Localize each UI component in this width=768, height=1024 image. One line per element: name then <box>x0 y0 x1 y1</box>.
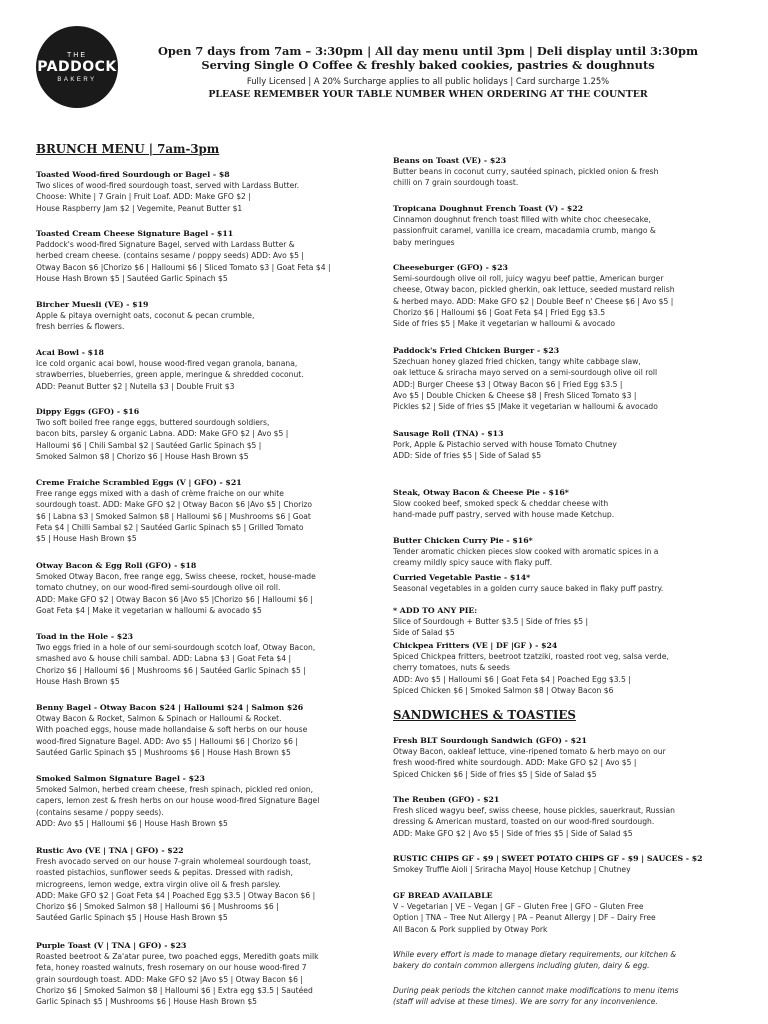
menu-item-title: Benny Bagel - Otway Bacon $24 | Halloumi $24 | Salmon $26 <box>36 703 304 712</box>
menu-item-description: ADD: Side of fries $5 | Side of Salad $5 <box>393 451 542 461</box>
menu-item-title: Acai Bowl - $18 <box>36 348 104 357</box>
menu-item-title: RUSTIC CHIPS GF - $9 | SWEET POTATO CHIPS GF - $9 | SAUCES - $2 <box>393 854 703 863</box>
menu-item-description: cherry tomatoes, nuts & seeds <box>393 663 510 673</box>
menu-item-description: Smoked Otway Bacon, free range egg, Swiss cheese, rocket, house-made <box>36 572 316 582</box>
menu-item-description: Side of Salad $5 <box>393 628 455 638</box>
sandwiches-heading: SANDWICHES & TOASTIES <box>393 708 576 722</box>
menu-item <box>393 535 739 569</box>
menu-item-description: dressing & American mustard, toasted on our wood-fired sourdough. <box>393 817 655 827</box>
menu-item <box>36 169 388 214</box>
menu-item-description: creamy mildly spicy sauce with flaky puff. <box>393 558 553 568</box>
menu-item <box>393 487 739 521</box>
menu-item <box>393 428 739 462</box>
menu-item-title: Toasted Cream Cheese Signature Bagel - $11 <box>36 229 234 238</box>
menu-item-description: Two eggs fried in a hole of our semi-sourdough scotch loaf, Otway Bacon, <box>36 643 316 653</box>
menu-item-title: The Reuben (GFO) - $21 <box>393 795 500 804</box>
menu-item-title: GF BREAD AVAILABLE <box>393 891 493 900</box>
menu-item-description: & herbed mayo. ADD: Make GFO $2 | Double Beef n' Cheese $6 | Avo $5 | <box>393 296 674 306</box>
menu-item-title: Cheeseburger (GFO) - $23 <box>393 263 508 272</box>
menu-item-title: Creme Fraiche Scrambled Eggs (V | GFO) - $21 <box>36 478 242 487</box>
menu-item-description: feta, honey roasted walnuts, fresh rosemary on our house wood-fired 7 <box>36 963 307 973</box>
menu-item-description: Sautéed Garlic Spinach $5 | House Hash Brown $5 <box>36 913 228 923</box>
logo-the: THE <box>67 51 87 59</box>
menu-item-description: oak lettuce & sriracha mayo served on a semi-sourdough olive oil roll <box>393 368 658 378</box>
menu-item-description: strawberries, blueberries, green apple, meringue & shredded coconut. <box>36 370 304 380</box>
menu-item <box>36 940 388 1007</box>
menu-item <box>393 735 739 780</box>
logo-name: PADDOCK <box>37 58 117 75</box>
menu-item-description: Otway Bacon, oakleaf lettuce, vine-ripened tomato & herb mayo on our <box>393 747 666 757</box>
peak-note-line: During peak periods the kitchen cannot make modifications to menu items <box>393 986 679 995</box>
menu-item-description: Spiced Chicken $6 | Side of fries $5 | Side of Salad $5 <box>393 769 597 779</box>
menu-item-description: capers, lemon zest & fresh herbs on our house wood-fired Signature Bagel <box>36 796 320 806</box>
menu-item-description: sourdough toast. ADD: Make GFO $2 | Otway Bacon $6 |Avo $5 | Chorizo <box>36 500 312 510</box>
menu-item-description: Feta $4 | Chilli Sambal $2 | Sautéed Garlic Spinach $5 | Grilled Tomato <box>36 522 304 532</box>
menu-item-title: Toad in the Hole - $23 <box>36 632 134 641</box>
menu-item <box>393 262 739 329</box>
menu-item-description: Chorizo $6 | Halloumi $6 | Goat Feta $4 | Fried Egg $3.5 <box>393 307 606 317</box>
menu-item-description: Chorizo $6 | Halloumi $6 | Mushrooms $6 | Sautéed Garlic Spinach $5 | <box>36 665 306 675</box>
menu-item-description: Otway Bacon & Rocket, Salmon & Spinach or Halloumi & Rocket. <box>36 714 282 724</box>
menu-item-title: Purple Toast (V | TNA | GFO) - $23 <box>36 941 187 950</box>
opening-hours: Open 7 days from 7am – 3:30pm | All day menu until 3pm | Deli display until 3:30pm <box>157 44 698 58</box>
menu-item <box>393 345 739 412</box>
menu-item-title: Paddock's Fried Chicken Burger - $23 <box>393 346 560 355</box>
menu-item-description: Fresh sliced wagyu beef, swiss cheese, house pickles, sauerkraut, Russian <box>393 806 675 816</box>
menu-item-title: Smoked Salmon Signature Bagel - $23 <box>36 774 205 783</box>
menu-item-description: Szechuan honey glazed fried chicken, tangy white cabbage slaw, <box>393 357 641 367</box>
menu-item-description: ADD:| Burger Cheese $3 | Otway Bacon $6 | Fried Egg $3.5 | <box>393 379 623 389</box>
menu-item <box>36 406 388 462</box>
menu-item <box>36 845 388 923</box>
menu-item-description: ADD: Avo $5 | Halloumi $6 | Goat Feta $4 | Poached Egg $3.5 | <box>393 674 631 684</box>
menu-item-title: Bircher Muesli (VE) - $19 <box>36 300 149 309</box>
menu-item-title: Rustic Avo (VE | TNA | GFO) - $22 <box>36 846 184 855</box>
menu-item-title: Steak, Otway Bacon & Cheese Pie - $16* <box>393 488 569 497</box>
menu-item-description: Fresh avocado served on our house 7-grain wholemeal sourdough toast, <box>36 857 312 867</box>
menu-item-description: Goat Feta $4 | Make it vegetarian w halloumi & avocado $5 <box>36 605 262 615</box>
menu-item <box>393 572 739 594</box>
menu-item <box>393 605 739 639</box>
menu-item-title: Toasted Wood-fired Sourdough or Bagel - $8 <box>36 170 230 179</box>
menu-item-description: V – Vegetarian | VE – Vegan | GF – Gluten Free | GFO – Gluten Free <box>393 902 644 912</box>
menu-item-description: Avo $5 | Double Chicken & Cheese $8 | Fresh Sliced Tomato $3 | <box>393 390 637 400</box>
menu-item-description: Free range eggs mixed with a dash of crème fraiche on our white <box>36 489 284 499</box>
menu-item-description: wood-fired Signature Bagel. ADD: Avo $5 | Halloumi $6 | Chorizo $6 | <box>36 736 298 746</box>
menu-item-title: Otway Bacon & Egg Roll (GFO) - $18 <box>36 561 197 570</box>
menu-item-title: Sausage Roll (TNA) - $13 <box>393 429 504 438</box>
menu-item-description: ADD: Make GFO $2 | Otway Bacon $6 |Avo $5 |Chorizo $6 | Halloumi $6 | <box>36 594 313 604</box>
menu-item-description: Semi-sourdough olive oil roll, juicy wagyu beef pattie, American burger <box>393 274 664 284</box>
allergen-note-line: bakery do contain common allergens including gluten, dairy & egg. <box>393 961 650 971</box>
menu-item-description: $6 | Labna $3 | Smoked Salmon $8 | Halloumi $6 | Mushrooms $6 | Goat <box>36 511 311 521</box>
menu-item-description: House Raspberry Jam $2 | Vegemite, Peanut Butter $1 <box>36 203 243 213</box>
menu-item-description: Choose: White | 7 Grain | Fruit Loaf. ADD: Make GFO $2 | <box>36 192 251 202</box>
menu-item <box>36 631 388 687</box>
menu-item-description: Two soft boiled free range eggs, buttered sourdough soldiers, <box>36 418 270 428</box>
menu-item-description: Halloumi $6 | Chili Sambal $2 | Sautéed Garlic Spinach $5 | <box>36 440 262 450</box>
menu-item-title: * ADD TO ANY PIE: <box>393 606 478 615</box>
menu-item-description: Side of fries $5 | Make it vegetarian w halloumi & avocado <box>393 319 615 329</box>
surcharge-line: Fully Licensed | A 20% Surcharge applies to all public holidays | Card surcharge 1.25% <box>246 76 610 86</box>
menu-item-description: Smokey Truffle Aioli | Sriracha Mayo| House Ketchup | Chutney <box>393 865 631 875</box>
menu-item-title: Fresh BLT Sourdough Sandwich (GFO) - $21 <box>393 736 587 745</box>
menu-item-title: Dippy Eggs (GFO) - $16 <box>36 407 140 416</box>
allergen-note <box>393 949 739 971</box>
menu-item-description: Option | TNA – Tree Nut Allergy | PA – Peanut Allergy | DF – Dairy Free <box>393 913 656 923</box>
menu-item <box>36 299 388 333</box>
menu-item-description: Chorizo $6 | Smoked Salmon $8 | Halloumi $6 | Extra egg $3.5 | Sautéed <box>36 985 313 995</box>
menu-item-description: ADD: Make GFO $2 | Avo $5 | Side of fries $5 | Side of Salad $5 <box>393 828 633 838</box>
menu-item-description: bacon bits, parsley & organic Labna. ADD: Make GFO $2 | Avo $5 | <box>36 429 289 439</box>
menu-item-description: Paddock's wood-fired Signature Bagel, served with Lardass Butter & <box>36 240 295 250</box>
menu-item-description: House Hash Brown $5 <box>36 676 120 686</box>
menu-item-title: Beans on Toast (VE) - $23 <box>393 156 507 165</box>
menu-item-description: tomato chutney, on our wood-fired semi-sourdough olive oil roll. <box>36 583 281 593</box>
menu-item-description: Smoked Salmon, herbed cream cheese, fresh spinach, pickled red onion, <box>36 785 314 795</box>
menu-item-description: chilli on 7 grain sourdough toast. <box>393 178 519 188</box>
peak-note-line: (staff will advise at these times). We are sorry for any inconvenience. <box>393 997 658 1007</box>
menu-item-description: Ice cold organic acai bowl, house wood-fired vegan granola, banana, <box>36 359 298 369</box>
menu-item-description: cheese, Otway bacon, pickled gherkin, oak lettuce, seeded mustard relish <box>393 285 675 295</box>
menu-item-description: ADD: Peanut Butter $2 | Nutella $3 | Double Fruit $3 <box>36 381 235 391</box>
menu-item-description: baby meringues <box>393 237 455 247</box>
menu-item-description: Smoked Salmon $8 | Chorizo $6 | House Hash Brown $5 <box>36 451 249 461</box>
menu-item <box>36 477 388 544</box>
brunch-menu-heading: BRUNCH MENU | 7am-3pm <box>36 142 220 156</box>
menu-item-description: hand-made puff pastry, served with house made Ketchup. <box>393 510 615 520</box>
menu-item-description: Slice of Sourdough + Butter $3.5 | Side of fries $5 | <box>393 617 589 627</box>
menu-item-description: fresh wood-fired white sourdough. ADD: Make GFO $2 | Avo $5 | <box>393 758 637 768</box>
menu-item-description: smashed avo & house chili sambal. ADD: Labna $3 | Goat Feta $4 | <box>36 654 292 664</box>
menu-item-description: Apple & pitaya overnight oats, coconut & pecan crumble, <box>36 311 255 321</box>
logo-bakery: BAKERY <box>57 76 97 83</box>
menu-item-description: ADD: Make GFO $2 | Goat Feta $4 | Poached Egg $3.5 | Otway Bacon $6 | <box>36 890 316 900</box>
menu-item-description: Garlic Spinach $5 | Mushrooms $6 | House Hash Brown $5 <box>36 997 258 1007</box>
menu-item-description: With poached eggs, house made hollandaise & soft herbs on our house <box>36 725 308 735</box>
menu-item-description: herbed cream cheese. (contains sesame / poppy seeds) ADD: Avo $5 | <box>36 251 304 261</box>
menu-item-description: Spiced Chickpea fritters, beetroot tzatziki, roasted root veg, salsa verde, <box>393 652 669 662</box>
menu-item-description: Pork, Apple & Pistachio served with house Tomato Chutney <box>393 440 617 450</box>
menu-item-description: Two slices of wood-fired sourdough toast, served with Lardass Butter. <box>36 181 300 191</box>
menu-item-description: Pickles $2 | Side of fries $5 |Make it vegetarian w halloumi & avocado <box>393 402 658 412</box>
menu-item-description: Otway Bacon $6 |Chorizo $6 | Halloumi $6 | Sliced Tomato $3 | Goat Feta $4 | <box>36 262 331 272</box>
menu-item <box>36 702 388 758</box>
menu-item-description: passionfruit caramel, vanilla ice cream, macadamia crumb, mango & <box>393 226 656 236</box>
menu-item <box>36 228 388 284</box>
menu-item-description: Seasonal vegetables in a golden curry sauce baked in flaky puff pastry. <box>393 584 664 594</box>
menu-item-description: Roasted beetroot & Za'atar puree, two poached eggs, Meredith goats milk <box>36 952 319 962</box>
menu-item-title: Butter Chicken Curry Pie - $16* <box>393 536 533 545</box>
table-number-reminder: PLEASE REMEMBER YOUR TABLE NUMBER WHEN ORDERING AT THE COUNTER <box>208 89 648 100</box>
menu-item-description: House Hash Brown $5 | Sautéed Garlic Spinach $5 <box>36 273 228 283</box>
menu-item-description: Slow cooked beef, smoked speck & cheddar cheese with <box>393 499 609 509</box>
menu-item-title: Chickpea Fritters (VE | DF |GF ) - $24 <box>393 641 558 650</box>
menu-item <box>36 773 388 829</box>
menu-item-description: All Bacon & Pork supplied by Otway Pork <box>393 924 548 934</box>
menu-item-description: $5 | House Hash Brown $5 <box>36 534 137 544</box>
menu-item <box>393 794 739 839</box>
menu-item <box>36 347 388 392</box>
menu-item-description: grain sourdough toast. ADD: Make GFO $2 |Avo $5 | Otway Bacon $6 | <box>36 974 303 984</box>
menu-item-description: microgreens, lemon wedge, extra virgin olive oil & fresh parsley. <box>36 879 281 889</box>
menu-item-description: fresh berries & flowers. <box>36 322 125 332</box>
menu-item-description: Spiced Chicken $6 | Smoked Salmon $8 | Otway Bacon $6 <box>393 685 614 695</box>
menu-item-description: (contains sesame / poppy seeds). <box>36 807 164 817</box>
menu-item-description: Butter beans in coconut curry, sautéed spinach, pickled onion & fresh <box>393 167 659 177</box>
menu-item <box>36 560 388 616</box>
menu-item <box>393 155 739 189</box>
header <box>128 44 728 102</box>
menu-item <box>393 640 739 696</box>
menu-item <box>393 890 739 935</box>
peak-period-note <box>393 985 739 1007</box>
menu-item <box>393 853 739 875</box>
menu-item-title: Curried Vegetable Pastie - $14* <box>393 573 531 582</box>
serving-line: Serving Single O Coffee & freshly baked cookies, pastries & doughnuts <box>201 58 655 72</box>
menu-item-description: Tender aromatic chicken pieces slow cooked with aromatic spices in a <box>393 547 659 557</box>
allergen-note-line: While every effort is made to manage dietary requirements, our kitchen & <box>393 950 677 959</box>
menu-item-description: Chorizo $6 | Smoked Salmon $8 | Halloumi $6 | Mushrooms $6 | <box>36 902 279 912</box>
menu-item-description: roasted pistachios, sunflower seeds & pepitas. Dressed with radish, <box>36 868 293 878</box>
menu-item <box>393 203 739 248</box>
menu-item-description: ADD: Avo $5 | Halloumi $6 | House Hash Brown $5 <box>36 818 228 828</box>
menu-item-description: Sautéed Garlic Spinach $5 | Mushrooms $6 | House Hash Brown $5 <box>36 747 291 757</box>
menu-item-title: Tropicana Doughnut French Toast (V) - $22 <box>393 204 584 213</box>
paddock-bakery-logo <box>36 26 118 108</box>
menu-item-description: Cinnamon doughnut french toast filled with white choc cheesecake, <box>393 215 651 225</box>
